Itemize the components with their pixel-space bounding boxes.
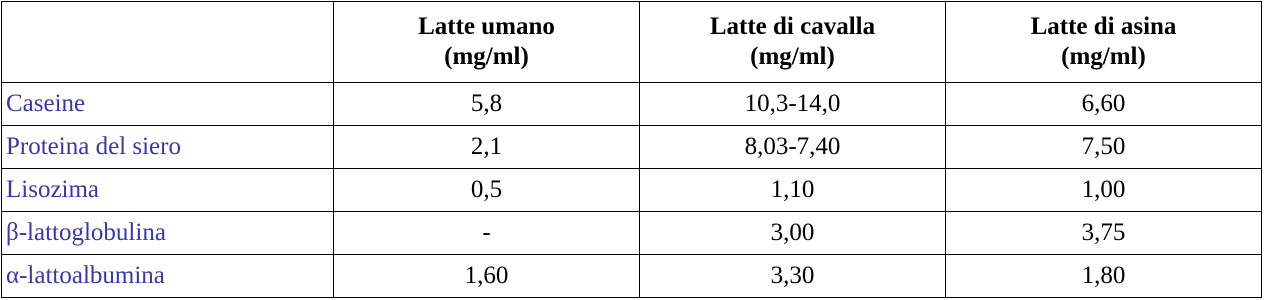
table-cell: 0,5 [334, 169, 640, 212]
table-row [2, 212, 1262, 255]
table-cell: 2,1 [334, 126, 640, 169]
header-donkey-milk [946, 2, 1262, 83]
table-cell: 1,60 [334, 255, 640, 298]
table-cell: 3,00 [640, 212, 946, 255]
header-mare-milk [640, 2, 946, 83]
table-cell: 1,00 [946, 169, 1262, 212]
row-label-caseine[interactable]: Caseine [2, 83, 334, 126]
table-cell: 7,50 [946, 126, 1262, 169]
table-cell: - [334, 212, 640, 255]
header-title: Latte umano [418, 13, 555, 40]
table-cell: 3,30 [640, 255, 946, 298]
header-title: Latte di cavalla [709, 13, 876, 40]
header-title: Latte di asina [1030, 13, 1177, 40]
table-header-row [2, 2, 1262, 83]
row-label-alpha-lattoalbumina[interactable]: α-lattoalbumina [2, 255, 334, 298]
table-row [2, 169, 1262, 212]
table-row [2, 255, 1262, 298]
header-unit: (mg/ml) [1061, 43, 1146, 70]
row-label-lisozima[interactable]: Lisozima [2, 169, 334, 212]
table-cell: 6,60 [946, 83, 1262, 126]
table-cell: 1,80 [946, 255, 1262, 298]
table-cell: 5,8 [334, 83, 640, 126]
milk-protein-table [1, 1, 1262, 298]
header-corner-cell [2, 2, 334, 83]
table-cell: 1,10 [640, 169, 946, 212]
row-label-proteina-del-siero[interactable]: Proteina del siero [2, 126, 334, 169]
table-row [2, 83, 1262, 126]
table-cell: 3,75 [946, 212, 1262, 255]
header-unit: (mg/ml) [444, 43, 529, 70]
header-unit: (mg/ml) [750, 43, 835, 70]
table-row [2, 126, 1262, 169]
table-cell: 10,3-14,0 [640, 83, 946, 126]
header-human-milk [334, 2, 640, 83]
row-label-beta-lattoglobulina[interactable]: β-lattoglobulina [2, 212, 334, 255]
table-cell: 8,03-7,40 [640, 126, 946, 169]
